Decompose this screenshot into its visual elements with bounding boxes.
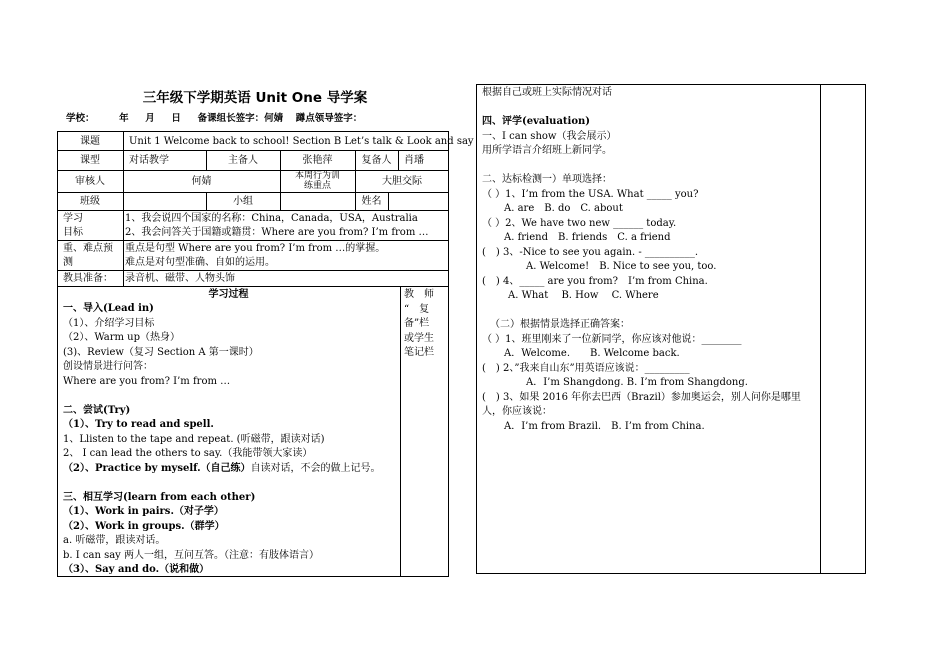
evaluation-line: （二）根据情景选择正确答案： [490,319,630,330]
process-line: （2）、Warm up（热身） [63,332,181,343]
process-line: （3）、Say and do.（说和做） [63,564,210,575]
class-label: 班级 [80,196,100,207]
evaluation-line: 人，你应该说： [482,406,552,417]
objective-2: 2、我会问答关于国籍或籍贯：Where are you from? I’m from … [125,227,429,238]
process-line: 三、相互学习(learn from each other) [63,491,256,503]
topic-label: 课题 [80,136,100,147]
process-line: b. I can say 两人一组，互问互答。（注意：有肢体语言） [63,549,319,561]
process-line: 二、尝试(Try) [63,404,131,416]
weekly-goal-value: 大胆交际 [382,176,422,187]
evaluation-line [482,101,818,116]
keypoint-1: 重点是句型 Where are you from? I’m from …的掌握。 [125,243,386,254]
evaluation-line [482,159,818,174]
name-label: 姓名 [361,196,382,207]
process-line [63,389,398,404]
evaluation-line: ( ) 3、-Nice to see you again. - __________. [482,246,699,258]
process-line: （1）、Try to read and spell. [63,419,214,430]
side-note-line: 笔记栏 [404,347,434,358]
process-line: 创设情景进行问答： [63,361,153,372]
main-prep-value: 张艳萍 [302,155,333,166]
process-line: (3)、Review（复习 Section A 第一课时） [63,346,259,358]
evaluation-line: A. What B. How C. Where [508,290,659,301]
process-line: （2）、Practice by myself.（自己练）自读对话，不会的做上记号。 [63,462,381,474]
co-prep-label: 复备人 [361,155,392,166]
process-line [63,476,398,491]
evaluation-line: 四、评学(evaluation) [482,116,591,127]
keypoints-label-1: 重、难点预 [63,243,113,254]
evaluation-line [482,304,818,319]
evaluation-line: A．I’m from Brazil. B. I’m from China. [504,420,705,432]
process-line: 1、Llisten to the tape and repeat. (听磁带，跟读对话) [63,433,325,445]
type-label: 课型 [80,155,100,166]
evaluation-content [482,86,818,434]
process-line: 一、导入(Lead in) [63,303,154,314]
evaluation-line: （ ）2、We have two new ______ today. [482,217,677,229]
process-line: 2、 I can lead the others to say.（我能带领大家读） [63,448,313,459]
process-content [63,302,398,578]
evaluation-line: A. friend B. friends C. a friend [504,232,671,243]
keypoint-2: 难点是对句型准确、自如的运用。 [125,257,275,268]
objectives-label-2: 目标 [63,227,83,238]
evaluation-line: （ ）1、I’m from the USA. What _____ you? [482,188,699,200]
year-label: 年 [119,113,129,124]
evaluation-line: 一、I can show（我会展示） [482,130,617,142]
teacher-notes-column [404,288,446,361]
evaluation-line: （ ）1、班里刚来了一位新同学，你应该对他说：________ [482,333,742,345]
evaluation-line: A. are B. do C. about [504,203,623,214]
weekly-goal-label-1: 本周行为训 [294,171,340,181]
evaluation-line: A. Welcome! B. Nice to see you, too. [526,261,717,272]
leader-signature: 备课组长签字：何婧 [197,113,284,124]
process-line: （1）、Work in pairs.（对子学） [63,506,224,517]
type-value: 对话教学 [129,155,169,166]
evaluation-line: 根据自己或班上实际情况对话 [482,87,612,98]
process-line: （2）、Work in groups.（群学） [63,520,225,532]
supervisor-signature: 蹲点领导签字： [295,113,363,124]
process-title: 学习过程 [208,289,249,300]
evaluation-line: A．I’m Shangdong. B. I’m from Shangdong. [526,377,748,388]
process-line: （1）、介绍学习目标 [63,317,155,329]
month-label: 月 [145,113,155,124]
evaluation-line: ( ) 2、”我来自山东”用英语应该说：_________ [482,362,690,374]
header-meta [66,110,362,124]
tools-label: 教具准备： [63,273,113,284]
side-note-line: “ 复 [404,303,430,315]
process-line: a. 听磁带，跟读对话。 [63,535,166,546]
school-label: 学校： [66,113,95,124]
reviewer-label: 审核人 [75,176,105,187]
evaluation-line: ( ) 4、_____ are you from? I’m from China. [482,275,708,287]
side-note-line: 教 师 [404,289,434,300]
page-title: 三年级下学期英语 Unit One 导学案 [142,90,368,106]
co-prep-value: 肖璠 [404,155,424,166]
main-prep-label: 主备人 [228,155,258,166]
group-label: 小组 [233,196,253,207]
evaluation-line: 用所学语言介绍班上新同学。 [482,145,612,156]
process-line: Where are you from? I’m from … [63,375,231,387]
reviewer-value: 何婧 [191,176,212,187]
evaluation-line: ( ) 3、如果 2016 年你去巴西（Brazil）参加奥运会，别人问你是哪里 [482,391,801,403]
objectives-label-1: 学习 [63,213,83,224]
topic-value: Unit 1 Welcome back to school! Section B Let’s talk & Look and say [129,136,474,147]
evaluation-line: 二、达标检测一）单项选择： [482,174,612,185]
side-note-line: 或学生 [404,332,434,344]
day-label: 日 [171,113,181,124]
evaluation-line: A．Welcome. B. Welcome back. [504,348,680,359]
weekly-goal-label-2: 练重点 [303,181,331,191]
keypoints-label-2: 测 [63,257,73,268]
side-note-line: 备”栏 [404,318,430,329]
objective-1: 1、我会说四个国家的名称：China，Canada，USA，Australia [125,213,418,224]
tools-value: 录音机、磁带、人物头饰 [125,273,235,284]
